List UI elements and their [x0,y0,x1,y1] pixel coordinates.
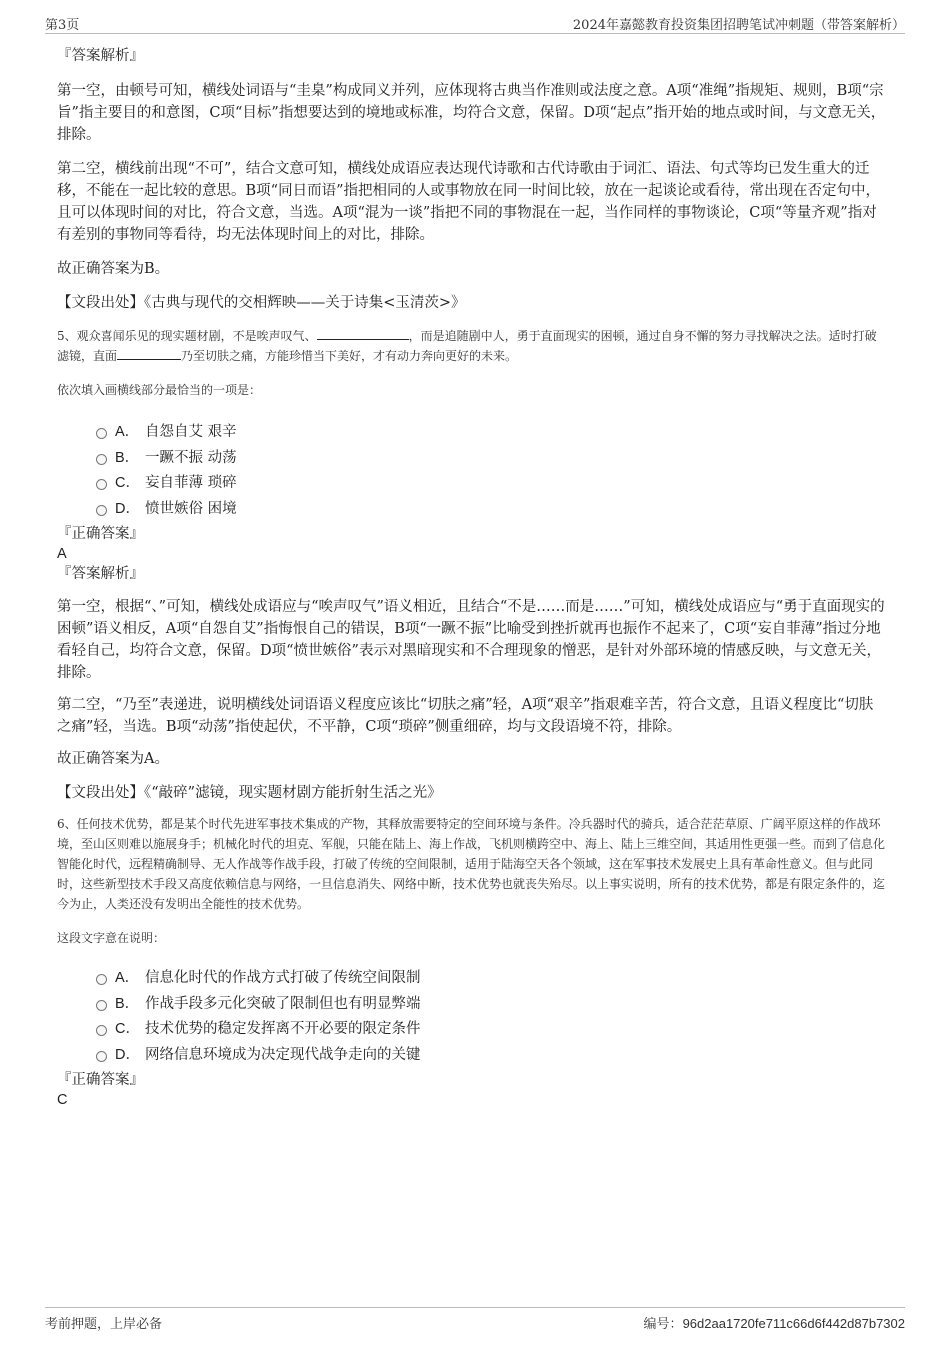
radio-icon[interactable] [96,1051,107,1062]
q6-option-c[interactable]: C． 技术优势的稳定发挥离不开必要的限定条件 [57,1017,887,1043]
q5-option-d[interactable]: D． 愤世嫉俗 困境 [57,497,887,523]
radio-icon[interactable] [96,479,107,490]
radio-icon[interactable] [96,1025,107,1036]
q5-analysis-p2: 第二空，“乃至”表递进，说明横线处词语语义程度应该比“切肤之痛”轻，A项“艰辛”指艰难辛苦，符合文意，且语义程度比“切肤之痛”轻，当选。B项“动荡”指使起伏，不平静，C项“琐碎”侧重细碎，均与文段语境不符，排除。 [57,697,874,735]
q5-option-c[interactable]: C． 妄自菲薄 琐碎 [57,471,887,497]
footer-divider [45,1307,905,1308]
page-number: 第3页 [45,18,80,33]
q6-option-d[interactable]: D． 网络信息环境成为决定现代战争走向的关键 [57,1043,887,1069]
radio-icon[interactable] [96,974,107,985]
q6-correct-answer: C [57,1092,68,1108]
q5-options [57,420,887,522]
document-title: 2024年嘉懿教育投资集团招聘笔试冲刺题（带答案解析） [572,18,905,33]
q5-conclusion: 故正确答案为A。 [57,751,169,767]
prev-source: 【文段出处】《古典与现代的交相辉映——关于诗集<玉清茨>》 [57,295,466,311]
footer-slogan: 考前押题，上岸必备 [45,1317,163,1332]
q6-option-b[interactable]: B． 作战手段多元化突破了限制但也有明显弊端 [57,992,887,1018]
q6-stem: 6、任何技术优势，都是某个时代先进军事技术集成的产物，其释放需要特定的空间环境与条件。冷兵器时代的骑兵，适合茫茫草原、广阔平原这样的作战环境，至山区则难以施展身手；机械化时代的坦克、军舰，只能在陆上、海上作战，飞机则横跨空中、海上、陆上三维空间，其适用性更强一些。而到了信息化智能化时代，远程精确制导、无人作战等作战手段，打破了传统的空间限制，适用于陆海空天各个领域，这在军事技术发展史上具有革命性意义。但与此同时，这些新型技术手段又高度依赖信息与网络，一旦信息消失、网络中断，技术优势也就丧失殆尽。以上事实说明，所有的技术优势，都是有限定条件的，迄今为止，人类还没有发明出全能性的技术优势。 [57,817,886,911]
q5-prompt: 依次填入画横线部分最恰当的一项是： [57,383,262,397]
header-divider [45,33,905,34]
q5-blank-2 [117,347,181,360]
q5-analysis-p1: 第一空，根据“、”可知，横线处成语应与“唉声叹气”语义相近，且结合“不是……而是……”可知，横线处成语应与“勇于直面现实的困顿”语义相反，A项“自怨自艾”指悔恨自己的错误，B项“一蹶不振”比喻受到挫折就再也振作不起来了，C项“妄自菲薄”指过分地看轻自己，均符合文意，保留。D项“愤世嫉俗”表示对黑暗现实和不合理现象的憎恶，是针对外部环境的情感反映，与文意无关，排除。 [57,599,885,681]
q5-analysis-label: 『答案解析』 [57,566,144,582]
q6-options [57,966,887,1068]
prev-analysis-p1: 第一空，由顿号可知，横线处词语与“圭臬”构成同义并列，应体现将古典当作准则或法度之意。A项“准绳”指规矩、规则，B项“宗旨”指主要目的和意图，C项“目标”指想要达到的境地或标准，均符合文意，保留。D项“起点”指开始的地点或时间，与文意无关，排除。 [57,83,886,143]
prev-analysis-label: 『答案解析』 [57,48,144,64]
q6-option-a[interactable]: A． 信息化时代的作战方式打破了传统空间限制 [57,966,887,992]
q6-correct-label: 『正确答案』 [57,1072,144,1088]
q5-correct-label: 『正确答案』 [57,526,144,542]
q5-source: 【文段出处】《“敲碎”滤镜，现实题材剧方能折射生活之光》 [57,785,442,801]
radio-icon[interactable] [96,428,107,439]
radio-icon[interactable] [96,1000,107,1011]
page-content [57,42,887,1110]
q5-option-a[interactable]: A． 自怨自艾 艰辛 [57,420,887,446]
q5-blank-1 [317,327,409,340]
q6-prompt: 这段文字意在说明： [57,931,166,945]
q5-correct-answer: A [57,546,67,562]
radio-icon[interactable] [96,454,107,465]
radio-icon[interactable] [96,505,107,516]
page-header [45,14,905,34]
q5-option-b[interactable]: B． 一蹶不振 动荡 [57,446,887,472]
prev-analysis-p2: 第二空，横线前出现“不可”，结合文意可知，横线处成语应表达现代诗歌和古代诗歌由于词汇、语法、句式等均已发生重大的迁移，不能在一起比较的意思。B项“同日而语”指把相同的人或事物放在同一时间比较，放在一起谈论或看待，常出现在否定句中，且可以体现时间的对比，符合文意，当选。A项“混为一谈”指把不同的事物混在一起，当作同样的事物谈论，C项“等量齐观”指对有差别的事物同等看待，均无法体现时间上的对比，排除。 [57,161,880,243]
prev-conclusion: 故正确答案为B。 [57,261,170,277]
q5-stem: 5、观众喜闻乐见的现实题材剧，不是唉声叹气、 ，而是追随剧中人，勇于直面现实的困顿，通过自身不懈的努力寻找解决之法。适时打破滤镜，直面 乃至切肤之痛，方能珍惜当下美好，才有动力奔向更好的未来。 [57,329,877,363]
document-code: 编号：96d2aa1720fe711c66d6f442d87b7302 [643,1316,905,1332]
